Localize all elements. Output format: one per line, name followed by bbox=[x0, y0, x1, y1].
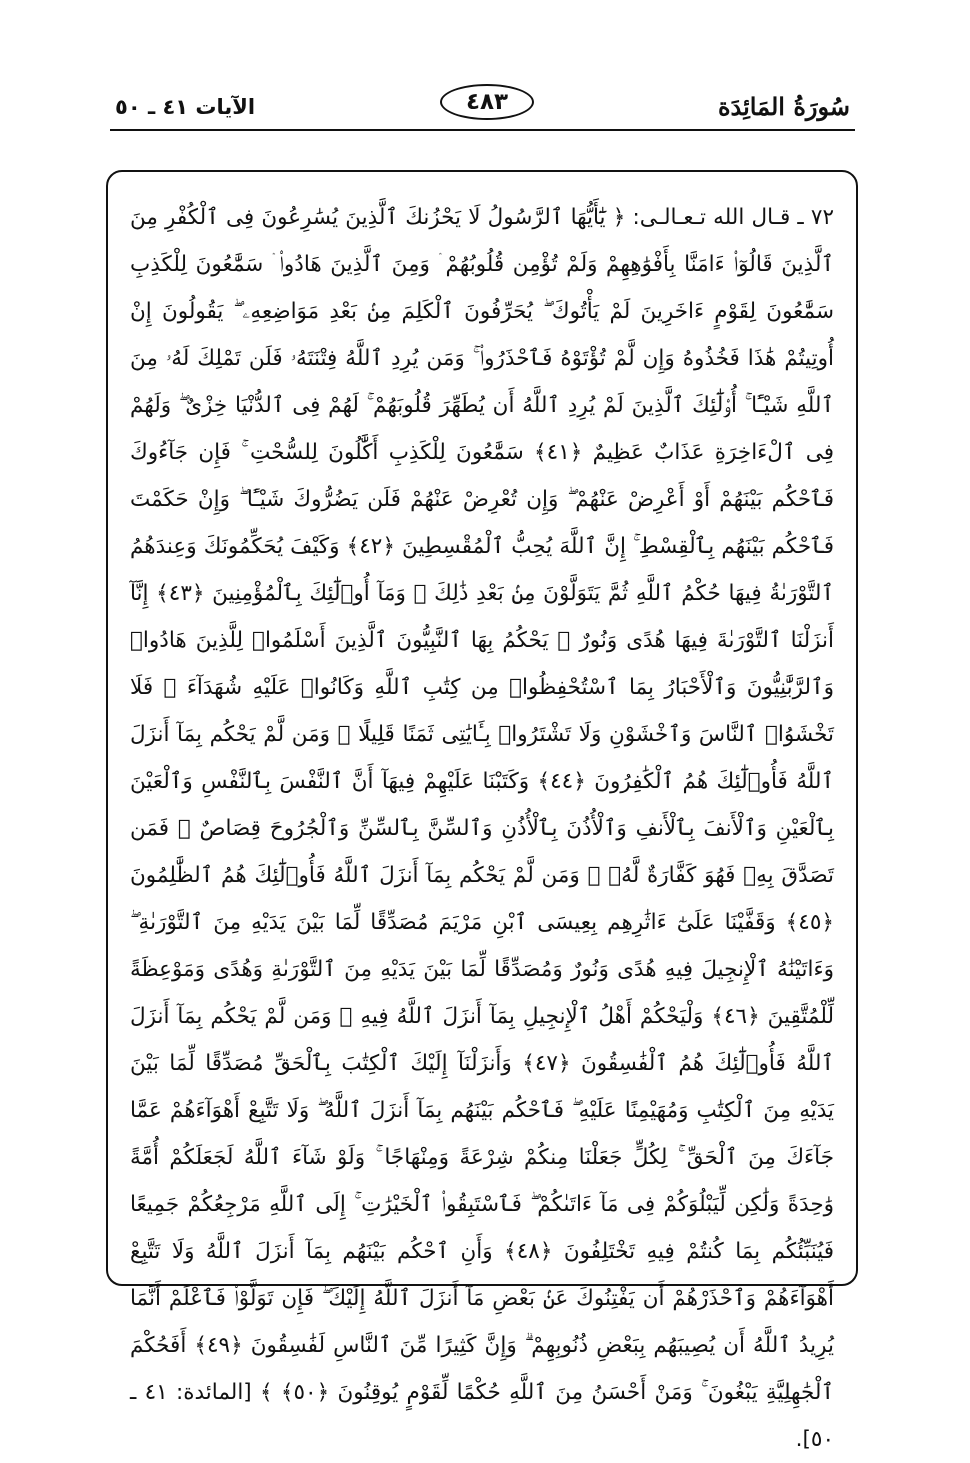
text-frame bbox=[106, 170, 858, 1452]
page-number bbox=[440, 84, 534, 120]
body-text: ٧٢ ـ قـال الله تـعـالـى: ﴿ يَٰٓأَيُّهَا ٱلرَّسُولُ لَا يَحْزُنكَ ٱلَّذِينَ يُسَٰرِعُونَ فِى ٱلْكُفْرِ مِنَ ٱلَّذِينَ قَالُوٓا۟ ءَامَنَّا بِأَفْوَٰهِهِمْ وَلَمْ تُؤْمِن قُلُوبُهُمْ ۛ وَمِنَ ٱلَّذِينَ هَادُوا۟ ۛ سَمَّٰعُونَ لِلْكَذِبِ سَمَّٰعُونَ لِقَوْمٍ ءَاخَرِينَ لَمْ يَأْتُوكَ ۖ يُحَرِّفُونَ ٱلْكَلِمَ مِنۢ بَعْدِ مَوَاضِعِهِۦ ۖ يَقُولُونَ إِنْ أُوتِيتُمْ هَٰذَا فَخُذُوهُ وَإِن لَّمْ تُؤْتَوْهُ فَٱحْذَرُوا۟ ۚ وَمَن يُرِدِ ٱللَّهُ فِتْنَتَهُۥ فَلَن تَمْلِكَ لَهُۥ مِنَ ٱللَّهِ شَيْـًٔا ۚ أُو۟لَٰٓئِكَ ٱلَّذِينَ لَمْ يُرِدِ ٱللَّهُ أَن يُطَهِّرَ قُلُوبَهُمْ ۚ لَهُمْ فِى ٱلدُّنْيَا خِزْىٌ ۖ وَلَهُمْ فِى ٱلْءَاخِرَةِ عَذَابٌ عَظِيمٌ ﴿٤١﴾ سَمَّٰعُونَ لِلْكَذِبِ أَكَّٰلُونَ لِلسُّحْتِ ۚ فَإِن جَآءُوكَ فَٱحْكُم بَيْنَهُمْ أَوْ أَعْرِضْ عَنْهُمْ ۖ وَإِن تُعْرِضْ عَنْهُمْ فَلَن يَضُرُّوكَ شَيْـًٔا ۖ وَإِنْ حَكَمْتَ فَٱحْكُم بَيْنَهُم بِٱلْقِسْطِ ۚ إِنَّ ٱللَّهَ يُحِبُّ ٱلْمُقْسِطِينَ ﴿٤٢﴾ وَكَيْفَ يُحَكِّمُونَكَ وَعِندَهُمُ ٱلتَّوْرَىٰةُ فِيهَا حُكْمُ ٱللَّهِ ثُمَّ يَتَوَلَّوْنَ مِنۢ بَعْدِ ذَٰلِكَ ۚ وَمَآ أُو۟لَٰٓئِكَ بِٱلْمُؤْمِنِينَ ﴿٤٣﴾ إِنَّآ أَنزَلْنَا ٱلتَّوْرَىٰةَ فِيهَا هُدًى وَنُورٌ ۚ يَحْكُمُ بِهَا ٱلنَّبِيُّونَ ٱلَّذِينَ أَسْلَمُوا۟ لِلَّذِينَ هَادُوا۟ وَٱلرَّبَّٰنِيُّونَ وَٱلْأَحْبَارُ بِمَا ٱسْتُحْفِظُوا۟ مِن كِتَٰبِ ٱللَّهِ وَكَانُوا۟ عَلَيْهِ شُهَدَآءَ ۚ فَلَا تَخْشَوُا۟ ٱلنَّاسَ وَٱخْشَوْنِ وَلَا تَشْتَرُوا۟ بِـَٔايَٰتِى ثَمَنًا قَلِيلًا ۚ وَمَن لَّمْ يَحْكُم بِمَآ أَنزَلَ ٱللَّهُ فَأُو۟لَٰٓئِكَ هُمُ ٱلْكَٰفِرُونَ ﴿٤٤﴾ وَكَتَبْنَا عَلَيْهِمْ فِيهَآ أَنَّ ٱلنَّفْسَ بِٱلنَّفْسِ وَٱلْعَيْنَ بِٱلْعَيْنِ وَٱلْأَنفَ بِٱلْأَنفِ وَٱلْأُذُنَ بِٱلْأُذُنِ وَٱلسِّنَّ بِٱلسِّنِّ وَٱلْجُرُوحَ قِصَاصٌ ۚ فَمَن تَصَدَّقَ بِهِۦ فَهُوَ كَفَّارَةٌ لَّهُۥ ۚ وَمَن لَّمْ يَحْكُم بِمَآ أَنزَلَ ٱللَّهُ فَأُو۟لَٰٓئِكَ هُمُ ٱلظَّٰلِمُونَ ﴿٤٥﴾ وَقَفَّيْنَا عَلَىٰٓ ءَاثَٰرِهِم بِعِيسَى ٱبْنِ مَرْيَمَ مُصَدِّقًا لِّمَا بَيْنَ يَدَيْهِ مِنَ ٱلتَّوْرَىٰةِ ۖ وَءَاتَيْنَٰهُ ٱلْإِنجِيلَ فِيهِ هُدًى وَنُورٌ وَمُصَدِّقًا لِّمَا بَيْنَ يَدَيْهِ مِنَ ٱلتَّوْرَىٰةِ وَهُدًى وَمَوْعِظَةً لِّلْمُتَّقِينَ ﴿٤٦﴾ وَلْيَحْكُمْ أَهْلُ ٱلْإِنجِيلِ بِمَآ أَنزَلَ ٱللَّهُ فِيهِ ۚ وَمَن لَّمْ يَحْكُم بِمَآ أَنزَلَ ٱللَّهُ فَأُو۟لَٰٓئِكَ هُمُ ٱلْفَٰسِقُونَ ﴿٤٧﴾ وَأَنزَلْنَآ إِلَيْكَ ٱلْكِتَٰبَ بِٱلْحَقِّ مُصَدِّقًا لِّمَا بَيْنَ يَدَيْهِ مِنَ ٱلْكِتَٰبِ وَمُهَيْمِنًا عَلَيْهِ ۖ فَٱحْكُم بَيْنَهُم بِمَآ أَنزَلَ ٱللَّهُ ۖ وَلَا تَتَّبِعْ أَهْوَآءَهُمْ عَمَّا جَآءَكَ مِنَ ٱلْحَقِّ ۚ لِكُلٍّ جَعَلْنَا مِنكُمْ شِرْعَةً وَمِنْهَاجًا ۚ وَلَوْ شَآءَ ٱللَّهُ لَجَعَلَكُمْ أُمَّةً وَٰحِدَةً وَلَٰكِن لِّيَبْلُوَكُمْ فِى مَآ ءَاتَىٰكُمْ ۖ فَٱسْتَبِقُوا۟ ٱلْخَيْرَٰتِ ۚ إِلَى ٱللَّهِ مَرْجِعُكُمْ جَمِيعًا فَيُنَبِّئُكُم بِمَا كُنتُمْ فِيهِ تَخْتَلِفُونَ ﴿٤٨﴾ وَأَنِ ٱحْكُم بَيْنَهُم بِمَآ أَنزَلَ ٱللَّهُ وَلَا تَتَّبِعْ أَهْوَآءَهُمْ وَٱحْذَرْهُمْ أَن يَفْتِنُوكَ عَنۢ بَعْضِ مَآ أَنزَلَ ٱللَّهُ إِلَيْكَ ۖ فَإِن تَوَلَّوْا۟ فَٱعْلَمْ أَنَّمَا يُرِيدُ ٱللَّهُ أَن يُصِيبَهُم بِبَعْضِ ذُنُوبِهِمْ ۗ وَإِنَّ كَثِيرًا مِّنَ ٱلنَّاسِ لَفَٰسِقُونَ ﴿٤٩﴾ أَفَحُكْمَ ٱلْجَٰهِلِيَّةِ يَبْغُونَ ۚ وَمَنْ أَحْسَنُ مِنَ ٱللَّهِ حُكْمًا لِّقَوْمٍ يُوقِنُونَ ﴿٥٠﴾ ﴾ [المائدة: ٤١ ـ ٥٠]. bbox=[130, 205, 834, 1452]
page-header bbox=[0, 0, 970, 160]
verse-range-label: الآيات ٤١ ـ ٥٠ bbox=[115, 95, 256, 119]
page-number-text: ٤٨٣ bbox=[465, 89, 509, 115]
surah-title: سُورَةُ المَائِدَة bbox=[717, 92, 850, 121]
header-divider bbox=[110, 129, 855, 131]
